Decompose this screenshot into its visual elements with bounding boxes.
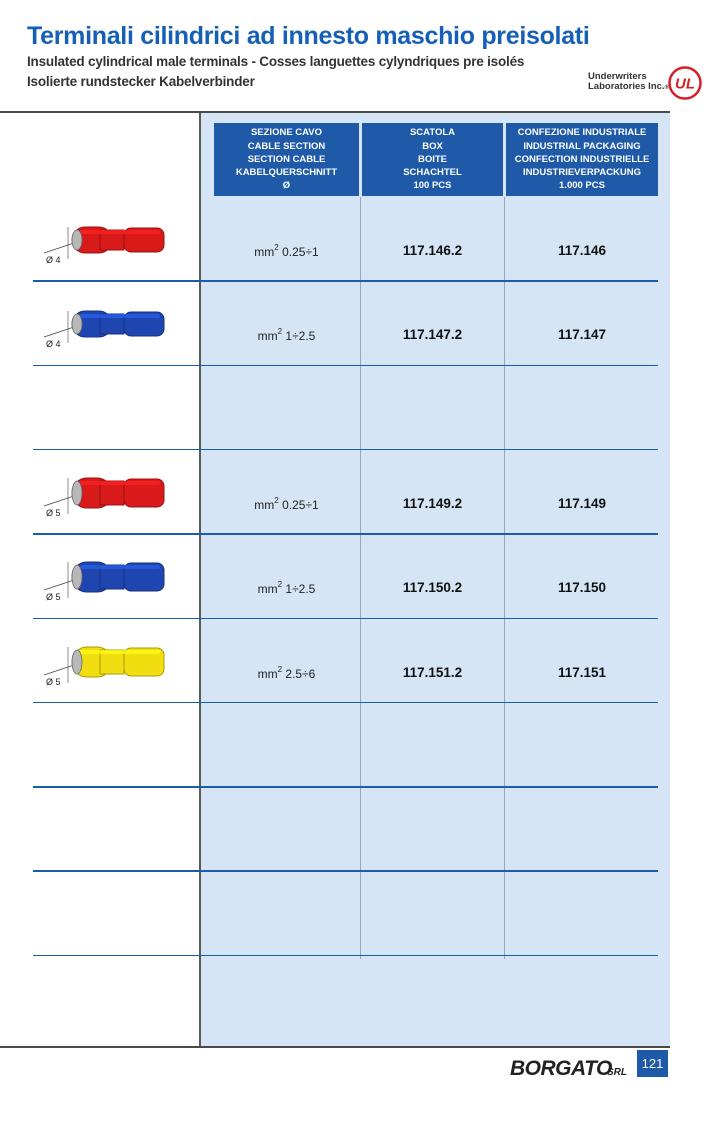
- header-box: [362, 123, 503, 196]
- header-text: INDUSTRIAL PACKAGING: [523, 140, 641, 152]
- box-code-cell: 117.147.2: [402, 327, 463, 343]
- table-row: [0, 534, 670, 618]
- cable-section-cell: [214, 666, 359, 681]
- header-text: CABLE SECTION: [247, 140, 326, 152]
- ul-logo-text: UL: [675, 75, 695, 93]
- subtitle-english-french: Insulated cylindrical male terminals - Cosses languettes cylyndriques pre isolés: [27, 54, 525, 69]
- header-cable-section: [214, 123, 359, 196]
- header-text: BOX: [422, 140, 443, 152]
- section-unit: mm: [254, 497, 275, 512]
- header-text: KABELQUERSCHNITT: [235, 167, 338, 179]
- ul-certification-text: [588, 72, 669, 93]
- box-code-cell: 117.146.2: [402, 243, 463, 258]
- brand-logo: BORGATO: [510, 1057, 612, 1080]
- industrial-code-cell: 117.146: [557, 243, 607, 258]
- diameter-label: Ø 4: [46, 255, 61, 265]
- header-text: INDUSTRIEVERPACKUNG: [522, 167, 642, 179]
- header-text: 100 PCS: [413, 180, 452, 192]
- header-industrial-packaging: [506, 123, 658, 196]
- diameter-label: Ø 4: [46, 339, 61, 350]
- row-separator: [33, 870, 658, 872]
- cable-section-cell: [214, 244, 359, 259]
- industrial-code-cell: 117.151: [557, 664, 607, 680]
- box-code-cell: 117.151.2: [402, 664, 463, 680]
- header-text: CONFECTION INDUSTRIELLE: [514, 153, 650, 165]
- section-unit-exponent: 2: [277, 664, 283, 674]
- section-unit: mm: [254, 245, 275, 259]
- header-text: 1.000 PCS: [559, 180, 605, 192]
- industrial-code-cell: 117.150: [557, 580, 607, 596]
- header-text: SECTION CABLE: [247, 153, 326, 165]
- section-unit-exponent: 2: [274, 243, 279, 252]
- header-text: SCHACHTEL: [403, 167, 462, 179]
- section-unit: mm: [257, 329, 278, 344]
- row-separator: [33, 955, 658, 957]
- table-row: [0, 197, 670, 281]
- diameter-label: Ø 5: [46, 507, 61, 518]
- ul-logo-icon: [668, 66, 702, 100]
- header-text: SEZIONE CAVO: [250, 127, 323, 139]
- header-text: CONFEZIONE INDUSTRIALE: [517, 127, 647, 139]
- section-unit-exponent: 2: [277, 580, 283, 590]
- diameter-label: Ø 5: [46, 592, 61, 603]
- ul-text-line2: Laboratories Inc.: [588, 81, 665, 92]
- industrial-code-cell: 117.147: [557, 327, 607, 343]
- section-unit: mm: [257, 582, 278, 597]
- brand-suffix: SRL: [607, 1067, 627, 1078]
- section-unit-exponent: 2: [274, 495, 279, 505]
- header-text: BOITE: [417, 153, 448, 165]
- section-range: 2.5÷6: [282, 666, 316, 681]
- page-title: Terminali cilindrici ad innesto maschio preisolati: [27, 22, 590, 50]
- ul-reg-mark: ®: [664, 85, 669, 91]
- header-text: Ø: [282, 180, 291, 192]
- section-unit: mm: [257, 666, 278, 681]
- cable-section-cell: [214, 581, 359, 596]
- cable-section-cell: [214, 497, 359, 512]
- box-code-cell: 117.150.2: [402, 580, 463, 596]
- terminal-image: [40, 552, 170, 602]
- subtitle-german: Isolierte rundstecker Kabelverbinder: [27, 74, 255, 89]
- diameter-label: Ø 5: [46, 676, 61, 687]
- terminal-image: [40, 637, 170, 687]
- ul-text-line1: Underwriters: [588, 71, 647, 82]
- section-range: 0.25÷1: [278, 497, 319, 512]
- terminal-image: [40, 468, 170, 518]
- box-code-cell: 117.149.2: [402, 495, 463, 511]
- section-range: 1÷2.5: [282, 582, 316, 597]
- header-text: SCATOLA: [409, 127, 456, 139]
- row-separator: [33, 786, 658, 788]
- table-row: [0, 450, 670, 534]
- section-unit-exponent: 2: [277, 327, 283, 337]
- bottom-rule: [0, 1046, 670, 1048]
- terminal-image: [40, 215, 170, 265]
- cable-section-cell: [214, 328, 359, 343]
- industrial-code-cell: 117.149: [557, 495, 607, 511]
- terminal-image: [40, 299, 170, 349]
- page-number: 121: [637, 1050, 668, 1077]
- section-range: 1÷2.5: [282, 329, 316, 344]
- table-row: [0, 619, 670, 703]
- table-row: [0, 281, 670, 365]
- section-range: 0.25÷1: [278, 245, 319, 259]
